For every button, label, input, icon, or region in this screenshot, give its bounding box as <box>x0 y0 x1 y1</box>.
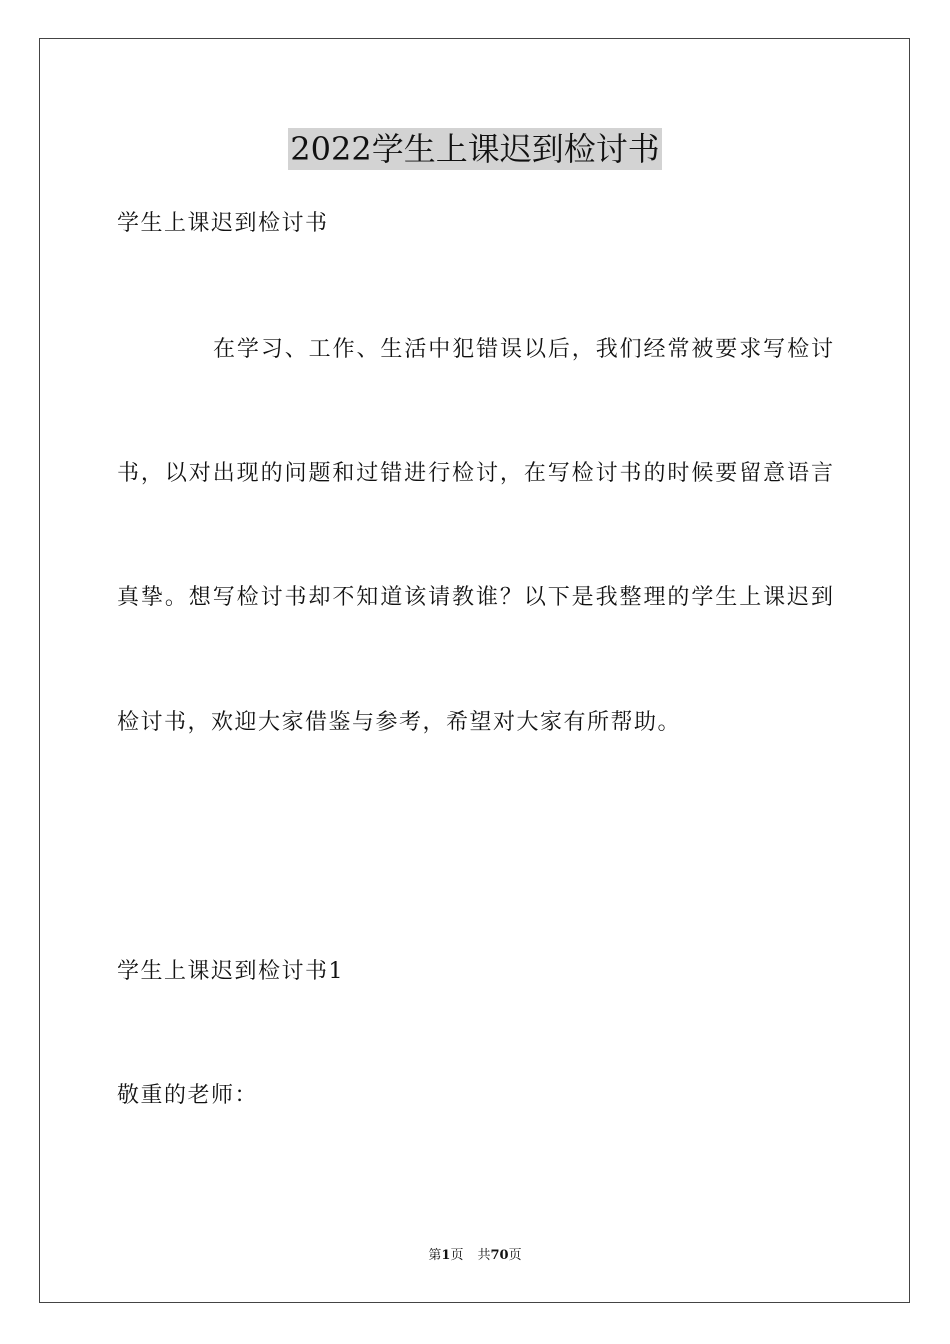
page-footer <box>0 1247 950 1265</box>
intro-paragraph-line: 在学习、工作、生活中犯错误以后，我们经常被要求写检讨 <box>213 337 833 362</box>
document-title-text: 2022学生上课迟到检讨书 <box>290 130 660 168</box>
footer-total-prefix: 共 <box>477 1248 491 1263</box>
salutation: 敬重的老师： <box>117 1083 259 1108</box>
section-heading: 学生上课迟到检讨书1 <box>117 959 344 984</box>
footer-total-suffix: 页 <box>508 1248 522 1263</box>
footer-page-number: 1 <box>441 1248 451 1263</box>
intro-paragraph-line: 书，以对出现的问题和过错进行检讨，在写检讨书的时候要留意语言 <box>117 461 833 486</box>
document-subtitle: 学生上课迟到检讨书 <box>117 211 329 236</box>
footer-page-prefix: 第 <box>428 1248 442 1263</box>
intro-paragraph-line: 检讨书，欢迎大家借鉴与参考，希望对大家有所帮助。 <box>117 710 682 735</box>
footer-page-suffix: 页 <box>450 1248 464 1263</box>
intro-paragraph-line: 真挚。想写检讨书却不知道该请教谁？以下是我整理的学生上课迟到 <box>117 585 833 610</box>
document-title <box>0 128 950 176</box>
footer-total-pages: 70 <box>490 1248 509 1263</box>
